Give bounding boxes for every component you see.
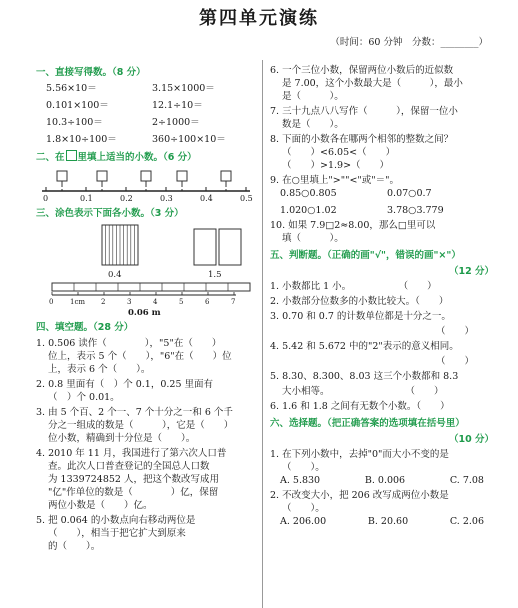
fill-question-4	[36, 447, 258, 512]
question-line[interactable]: 2. 0.8 里面有（ ）个 0.1，0.25 里面有	[36, 379, 214, 390]
fill-question-5	[36, 514, 258, 553]
figure-label: 1.5	[208, 270, 222, 280]
number-line	[36, 167, 258, 203]
question-line[interactable]: 的（ ）。	[48, 541, 101, 552]
ruler-label: 1cm	[70, 298, 86, 306]
calc-item[interactable]: 3.15×1000＝	[152, 83, 215, 94]
section-2-heading-pre: 二、在	[36, 152, 65, 163]
question-line[interactable]: 填（ ）。	[282, 233, 344, 244]
choice-option[interactable]: B. 20.60	[367, 516, 409, 527]
ruler-label: 3	[127, 298, 132, 306]
fill-question-6	[270, 64, 494, 103]
question-line[interactable]: 是（ ）。	[282, 91, 344, 102]
ruler-label: 0	[49, 298, 54, 306]
judge-answer-slot[interactable]: （ ）	[435, 326, 474, 337]
question-line[interactable]: 位上，表示 5 个（ ），"6"在（ ）位	[48, 351, 232, 362]
question-line[interactable]: （ ）<6.05<（ ）	[282, 147, 396, 158]
question-line[interactable]: 1. 0.506 读作（ ），"5"在（ ）	[36, 338, 222, 349]
choice-option[interactable]: C. 2.06	[449, 516, 484, 527]
question-line[interactable]: 两位小数是（ ）亿。	[48, 500, 153, 511]
choice-question-1	[270, 448, 494, 487]
choice-option[interactable]: B. 0.006	[364, 475, 406, 486]
question-line[interactable]: 10. 如果 7.9□2≈8.00，那么□里可以	[270, 220, 436, 231]
page-title: 第四单元演练	[199, 8, 319, 29]
section-2-heading	[36, 150, 258, 164]
judge-question-5[interactable]: 5. 8.30、8.300、8.03 这三个小数都和 8.3	[270, 371, 459, 382]
ruler	[36, 281, 258, 317]
section-3-heading: 三、涂色表示下面各小数。（3 分）	[36, 208, 184, 219]
choice-options	[270, 515, 494, 528]
question-line[interactable]: 5. 把 0.064 的小数点向右移动两位是	[36, 515, 196, 526]
shading-figures	[36, 223, 258, 281]
tick-label: 0.2	[120, 194, 133, 203]
figure-label: 0.4	[108, 270, 122, 280]
question-line[interactable]: （ ）个 0.01。	[48, 392, 120, 403]
calc-item[interactable]: 2÷1000＝	[152, 117, 200, 128]
section-5-score: （12 分）	[448, 266, 494, 277]
question-line[interactable]: 3. 由 5 个百、2 个一、7 个十分之一和 6 个千	[36, 407, 233, 418]
judge-question-5-cont[interactable]: 大小相等。 （ ）	[282, 386, 444, 397]
tick-label: 0.3	[160, 194, 173, 203]
fill-question-2	[36, 378, 258, 404]
number-line-svg	[36, 167, 258, 203]
question-line[interactable]: 7. 三十九点八八写作（ ），保留一位小	[270, 106, 458, 117]
section-4-heading: 四、填空题。（28 分）	[36, 322, 134, 333]
ruler-label: 2	[101, 298, 106, 306]
question-line[interactable]: 查。此次人口普查登记的全国总人口数	[48, 461, 210, 472]
choice-question-2	[270, 489, 494, 528]
question-line[interactable]: （ ）。	[282, 503, 325, 514]
compare-item[interactable]: 3.78○3.779	[387, 205, 444, 216]
question-line[interactable]: （ ）。	[282, 462, 325, 473]
compare-item[interactable]: 0.07○0.7	[387, 188, 432, 199]
ruler-label: 4	[153, 298, 158, 306]
ruler-label: 5	[179, 298, 184, 306]
question-line[interactable]: "亿"作单位的数是（ ）亿，保留	[48, 487, 219, 498]
judge-question-4[interactable]: 4. 5.42 和 5.672 中的"2"表示的意义相同。	[270, 341, 459, 352]
compare-item[interactable]: 0.85○0.805	[280, 188, 337, 199]
fill-question-8	[270, 133, 494, 172]
question-line[interactable]: 分之一组成的数是（ ），它是（ ）	[48, 420, 234, 431]
tick-label: 0.1	[80, 194, 93, 203]
choice-option[interactable]: A. 5.830	[280, 475, 321, 486]
section-6-score: （10 分）	[448, 434, 494, 445]
question-line[interactable]: 位小数，精确到十分位是（ ）。	[48, 433, 196, 444]
question-line[interactable]: （ ）>1.9>（ ）	[282, 160, 390, 171]
question-line[interactable]: （ ），相当于把它扩大到原来	[48, 528, 186, 539]
column-divider	[262, 60, 263, 608]
calc-item[interactable]: 10.3÷100＝	[46, 117, 103, 128]
tick-label: 0.5	[240, 194, 253, 203]
calc-grid	[36, 82, 258, 146]
right-column	[270, 62, 494, 530]
left-column	[36, 62, 258, 555]
choice-option[interactable]: A. 206.00	[280, 516, 327, 527]
section-1-heading: 一、直接写得数。（8 分）	[36, 67, 146, 78]
section-6-heading: 六、选择题。（把正确答案的选项填在括号里）	[270, 418, 465, 429]
fill-question-9	[270, 174, 494, 217]
tick-label: 0.4	[200, 194, 213, 203]
ruler-label: 6	[205, 298, 210, 306]
calc-item[interactable]: 5.56×10＝	[46, 83, 97, 94]
question-line[interactable]: 2. 不改变大小，把 206 改写成两位小数是	[270, 490, 449, 501]
time-score-info: （时间：60 分钟 分数：________）	[330, 37, 488, 48]
fill-question-10	[270, 219, 494, 245]
question-line[interactable]: 数是（ ）。	[282, 119, 344, 130]
shading-figure-svg	[36, 223, 258, 269]
question-line[interactable]: 为 1339724852 人，把这个数改写成用	[48, 474, 219, 485]
choice-option[interactable]: C. 7.08	[449, 475, 484, 486]
calc-item[interactable]: 0.101×100＝	[46, 100, 109, 111]
fill-question-3	[36, 406, 258, 445]
judge-answer-slot[interactable]: （ ）	[435, 356, 474, 367]
choice-options	[270, 474, 494, 487]
question-line[interactable]: 是 7.00，这个小数最大是（ ），最小	[282, 78, 463, 89]
section-5-heading: 五、判断题。（正确的画"√"，错误的画"×"）	[270, 250, 461, 261]
calc-item[interactable]: 360÷100×10＝	[152, 134, 226, 145]
question-line[interactable]: 4. 2010 年 11 月，我国进行了第六次人口普	[36, 448, 227, 459]
section-2-heading-post: 里填上适当的小数。（6 分）	[77, 152, 197, 163]
calc-item[interactable]: 12.1÷10＝	[152, 100, 203, 111]
tick-label: 0	[43, 194, 49, 203]
judge-question-6[interactable]: 6. 1.6 和 1.8 之间有无数个小数。（ ）	[270, 401, 450, 412]
judge-question-3[interactable]: 3. 0.70 和 0.7 的计数单位都是十分之一。	[270, 311, 451, 322]
ruler-caption: 0.06 m	[128, 308, 161, 318]
question-line[interactable]: 上，表示 6 个（ ）。	[48, 364, 151, 375]
fill-question-7	[270, 105, 494, 131]
judge-question-2[interactable]: 2. 小数部分位数多的小数比较大。（ ）	[270, 296, 449, 307]
compare-item[interactable]: 1.020○1.02	[280, 205, 337, 216]
ruler-label: 7	[231, 298, 236, 306]
question-line: 9. 在○里填上">""<"或"＝"。	[270, 175, 400, 186]
judge-question-1[interactable]: 1. 小数都比 1 小。 （ ）	[270, 281, 437, 292]
compare-grid	[270, 187, 494, 217]
question-line[interactable]: 8. 下面的小数各在哪两个相邻的整数之间？	[270, 134, 454, 145]
box-icon	[66, 150, 77, 161]
fill-question-1	[36, 337, 258, 376]
question-line[interactable]: 1. 在下列小数中，去掉"0"而大小不变的是	[270, 449, 449, 460]
calc-item[interactable]: 1.8×10÷100＝	[46, 134, 117, 145]
question-line[interactable]: 6. 一个三位小数，保留两位小数后的近似数	[270, 65, 454, 76]
